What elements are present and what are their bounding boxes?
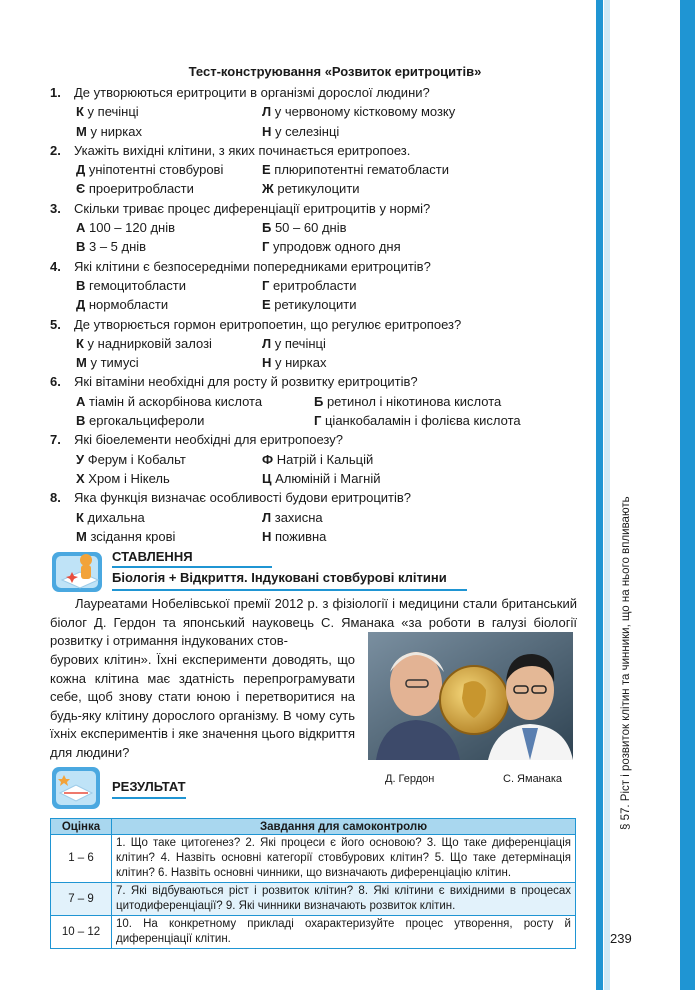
assessment-table bbox=[50, 818, 576, 949]
option-text: 100 – 120 днів bbox=[85, 220, 176, 236]
question-7 bbox=[50, 430, 580, 488]
answer-option bbox=[262, 295, 462, 314]
question-number: 7. bbox=[50, 432, 61, 448]
table-row bbox=[51, 883, 576, 916]
question-text: Яка функція визначає особливості будови еритроцитів? bbox=[74, 490, 412, 506]
option-letter: Ф bbox=[262, 451, 274, 467]
answer-options bbox=[50, 160, 580, 199]
option-letter: Г bbox=[262, 277, 270, 293]
question-row bbox=[50, 315, 580, 334]
answer-option bbox=[262, 218, 462, 237]
option-text: Хром і Нікель bbox=[84, 470, 170, 486]
result-title: РЕЗУЛЬТАТ bbox=[112, 779, 186, 794]
answer-option bbox=[262, 469, 462, 488]
option-letter: Н bbox=[262, 528, 272, 544]
option-text: ціанкобаламін і фолієва кислота bbox=[321, 413, 521, 429]
question-number: 5. bbox=[50, 316, 61, 332]
question-8 bbox=[50, 488, 580, 546]
answer-options bbox=[50, 276, 580, 315]
option-text: уніпотентні стовбурові bbox=[85, 162, 224, 178]
option-letter: Е bbox=[262, 162, 271, 178]
answer-options bbox=[50, 102, 580, 141]
question-row bbox=[50, 430, 580, 449]
caption-yamanaka: С. Яманака bbox=[503, 773, 563, 785]
answer-option bbox=[262, 353, 462, 372]
option-text: у нирках bbox=[86, 123, 142, 139]
option-letter: Л bbox=[262, 509, 272, 525]
option-text: Ферум і Кобальт bbox=[84, 451, 186, 467]
question-row bbox=[50, 257, 580, 276]
option-letter: Є bbox=[76, 181, 86, 197]
question-text: Укажіть вихідні клітини, з яких починається еритропоез. bbox=[74, 142, 411, 158]
question-3 bbox=[50, 199, 580, 257]
answer-option bbox=[76, 218, 262, 237]
result-icon bbox=[50, 763, 102, 813]
option-letter: В bbox=[76, 277, 86, 293]
option-text: упродовж одного дня bbox=[269, 239, 401, 255]
question-text: Скільки триває процес диференціації еритроцитів у нормі? bbox=[74, 200, 431, 216]
option-letter: К bbox=[76, 509, 84, 525]
option-text: у нирках bbox=[271, 355, 327, 371]
task-cell: 1. Що таке цитогенез? 2. Які процеси є його основою? 3. Що таке диференціація клітин? 4. Назвіть основні категорії стовбурових клітин? 5. Що таке детермінація клітин? 6. Назвіть основні чинники, що визначають диференціацію клітин. bbox=[112, 835, 576, 883]
answer-option bbox=[314, 392, 574, 411]
option-text: ретикулоцити bbox=[270, 297, 357, 313]
option-letter: К bbox=[76, 335, 84, 351]
answer-option bbox=[76, 527, 262, 546]
option-letter: Г bbox=[314, 413, 322, 429]
answer-options bbox=[50, 392, 580, 431]
answer-option bbox=[262, 508, 462, 527]
option-letter: А bbox=[76, 220, 86, 236]
answer-option bbox=[262, 527, 462, 546]
nobel-paragraph: Лауреатами Нобелівської премії 2012 р. з фізіології і медицини стали британський біолог Д. Гердон та японський науковець С. Яманака «за роботи в галузі біології розвитку і отримання індукованих стов- bbox=[50, 596, 577, 649]
option-letter: Х bbox=[76, 470, 85, 486]
question-1 bbox=[50, 83, 580, 141]
answer-option bbox=[76, 411, 314, 430]
option-text: тіамін й аскорбінова кислота bbox=[85, 393, 263, 409]
question-row bbox=[50, 141, 580, 160]
table-row bbox=[51, 916, 576, 949]
grade-cell: 7 – 9 bbox=[51, 883, 112, 916]
option-letter: М bbox=[76, 528, 87, 544]
option-text: Натрій і Кальцій bbox=[273, 451, 374, 467]
question-number: 8. bbox=[50, 490, 61, 506]
option-text: 50 – 60 днів bbox=[271, 220, 347, 236]
question-list bbox=[50, 83, 580, 546]
option-letter: В bbox=[76, 239, 86, 255]
question-row bbox=[50, 372, 580, 391]
option-text: у печінці bbox=[83, 104, 139, 120]
test-title: Тест-конструювання «Розвиток еритроцитів» bbox=[188, 64, 482, 79]
answer-option bbox=[76, 276, 262, 295]
answer-option bbox=[76, 237, 262, 256]
answer-option bbox=[76, 160, 262, 179]
option-text: гемоцитобласти bbox=[85, 277, 186, 293]
option-letter: К bbox=[76, 104, 84, 120]
option-letter: Д bbox=[76, 297, 86, 313]
answer-option bbox=[76, 469, 262, 488]
question-text: Де утворюються еритроцити в організмі дорослої людини? bbox=[74, 85, 430, 100]
option-text: поживна bbox=[271, 528, 327, 544]
option-letter: М bbox=[76, 355, 87, 371]
option-text: дихальна bbox=[83, 509, 145, 525]
option-text: захисна bbox=[271, 509, 323, 525]
answer-option bbox=[262, 102, 462, 121]
task-cell: 7. Які відбуваються ріст і розвиток клітин? 8. Які клітини є вихідними в процесах цитодиференціації? 9. Які чинники визначають розвиток клітин. bbox=[112, 883, 576, 916]
side-stripe-light bbox=[604, 0, 610, 990]
option-letter: Б bbox=[262, 220, 272, 236]
option-text: ретикулоцити bbox=[273, 181, 360, 197]
option-letter: Ж bbox=[262, 181, 274, 197]
answer-option bbox=[76, 122, 262, 141]
answer-options bbox=[50, 218, 580, 257]
question-text: Які біоелементи необхідні для еритропоезу? bbox=[74, 432, 343, 448]
answer-options bbox=[50, 450, 580, 489]
answer-options bbox=[50, 334, 580, 373]
stavlennia-title: СТАВЛЕННЯ bbox=[112, 549, 193, 564]
option-text: ергокальцифероли bbox=[85, 413, 205, 429]
option-text: зсідання крові bbox=[86, 528, 176, 544]
stavlennia-subtitle: Біологія + Відкриття. Індуковані стовбурові клітини bbox=[112, 570, 447, 585]
stavlennia-icon bbox=[50, 546, 110, 596]
answer-option bbox=[314, 411, 574, 430]
test-section bbox=[50, 64, 580, 546]
header-grade: Оцінка bbox=[51, 819, 112, 835]
answer-option bbox=[76, 295, 262, 314]
table-row bbox=[51, 835, 576, 883]
answer-option bbox=[262, 122, 462, 141]
option-letter: Д bbox=[76, 162, 86, 178]
laureates-photo bbox=[368, 632, 573, 760]
answer-option bbox=[76, 179, 262, 198]
task-cell: 10. На конкретному прикладі охарактеризуйте процес утворення, росту й диференціації клітин. bbox=[112, 916, 576, 949]
option-text: Алюміній і Магній bbox=[271, 470, 381, 486]
grade-cell: 1 – 6 bbox=[51, 835, 112, 883]
question-text: Які вітаміни необхідні для росту й розвитку еритроцитів? bbox=[74, 374, 418, 390]
caption-gerdon: Д. Гердон bbox=[385, 773, 435, 785]
option-text: 3 – 5 днів bbox=[85, 239, 147, 255]
grade-cell: 10 – 12 bbox=[51, 916, 112, 949]
question-number: 2. bbox=[50, 142, 61, 158]
option-letter: У bbox=[76, 451, 85, 467]
side-edge-stripe bbox=[680, 0, 695, 990]
page-number: 239 bbox=[610, 931, 632, 946]
option-text: у тимусі bbox=[86, 355, 139, 371]
option-letter: Г bbox=[262, 239, 270, 255]
nobel-paragraph-cont: бурових клітин». Їхні експерименти доводять, що кожна клітина має здатність перепрограмувати себе, щоб знову стати юною і перетворитися на будь-яку клітину дорослого організму. В чому суть їхніх експериментів і яке значення цього відкриття для людини? bbox=[50, 652, 355, 760]
option-text: у червоному кістковому мозку bbox=[271, 104, 456, 120]
option-letter: М bbox=[76, 123, 87, 139]
option-letter: Л bbox=[262, 335, 272, 351]
answer-option bbox=[262, 160, 462, 179]
question-2 bbox=[50, 141, 580, 199]
answer-option bbox=[262, 237, 462, 256]
question-number: 1. bbox=[50, 85, 61, 100]
option-text: у печінці bbox=[271, 335, 326, 351]
option-letter: Ц bbox=[262, 470, 272, 486]
side-stripe bbox=[596, 0, 603, 990]
table-header-row bbox=[51, 819, 576, 835]
option-text: ретинол і нікотинова кислота bbox=[323, 393, 502, 409]
question-4 bbox=[50, 257, 580, 315]
option-text: еритробласти bbox=[269, 277, 357, 293]
question-5 bbox=[50, 315, 580, 373]
option-letter: Л bbox=[262, 104, 272, 120]
question-number: 3. bbox=[50, 200, 61, 216]
question-6 bbox=[50, 372, 580, 430]
question-row bbox=[50, 83, 580, 102]
stavlennia-subtitle-underline bbox=[112, 589, 467, 591]
stavlennia-underline bbox=[112, 566, 272, 568]
option-letter: Б bbox=[314, 393, 324, 409]
question-number: 4. bbox=[50, 258, 61, 274]
answer-option bbox=[76, 392, 314, 411]
answer-option bbox=[262, 450, 462, 469]
answer-option bbox=[76, 508, 262, 527]
answer-options bbox=[50, 508, 580, 547]
answer-option bbox=[76, 334, 262, 353]
question-text: Які клітини є безпосередніми попередниками еритроцитів? bbox=[74, 258, 431, 274]
chapter-caption: § 57. Ріст і розвиток клітин та чинники, що на нього впливають bbox=[620, 496, 632, 830]
question-text: Де утворюється гормон еритропоетин, що регулює еритропоез? bbox=[74, 316, 462, 332]
option-text: у селезінці bbox=[271, 123, 340, 139]
option-letter: Н bbox=[262, 123, 272, 139]
option-text: нормобласти bbox=[85, 297, 169, 313]
answer-option bbox=[76, 450, 262, 469]
question-row bbox=[50, 488, 580, 507]
option-text: проеритробласти bbox=[85, 181, 194, 197]
header-task: Завдання для самоконтролю bbox=[112, 819, 576, 835]
option-letter: Н bbox=[262, 355, 272, 371]
option-letter: А bbox=[76, 393, 86, 409]
answer-option bbox=[76, 353, 262, 372]
answer-option bbox=[76, 102, 262, 121]
result-underline bbox=[112, 797, 186, 799]
answer-option bbox=[262, 334, 462, 353]
option-letter: Е bbox=[262, 297, 271, 313]
question-number: 6. bbox=[50, 374, 61, 390]
answer-option bbox=[262, 276, 462, 295]
question-row bbox=[50, 199, 580, 218]
answer-option bbox=[262, 179, 462, 198]
option-text: у наднирковій залозі bbox=[83, 335, 212, 351]
option-letter: В bbox=[76, 413, 86, 429]
option-text: плюрипотентні гематобласти bbox=[270, 162, 449, 178]
